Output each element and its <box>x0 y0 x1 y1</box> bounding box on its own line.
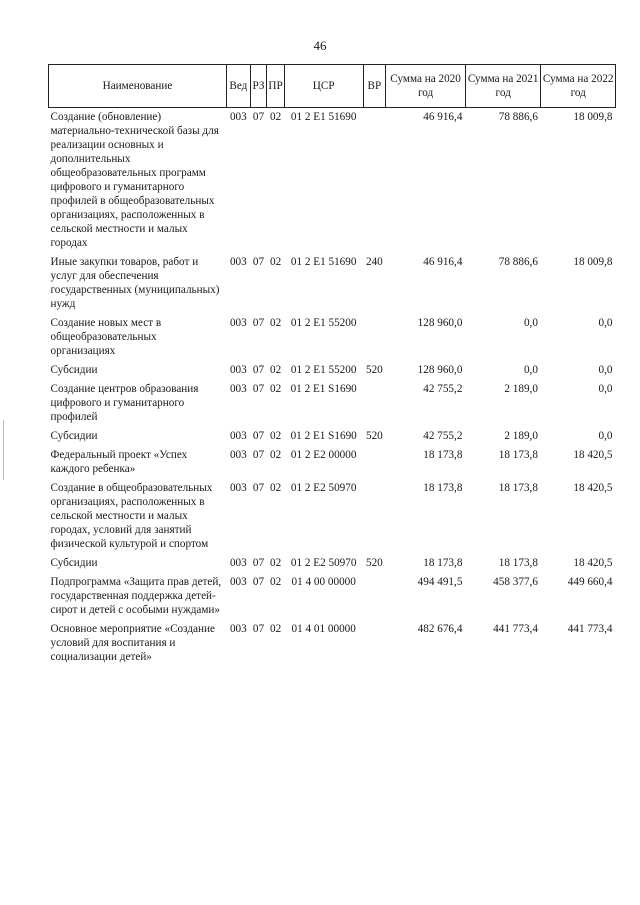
row-sum-2021: 18 173,8 <box>498 449 538 461</box>
table-row <box>49 253 616 314</box>
row-sum-2022: 18 420,5 <box>573 557 613 569</box>
row-ved: 003 <box>229 256 247 268</box>
row-pr: 02 <box>269 317 282 329</box>
row-sum-2022: 18 009,8 <box>573 111 613 123</box>
row-rz: 07 <box>252 111 265 123</box>
row-sum-2021: 78 886,6 <box>498 256 538 268</box>
row-csr: 01 4 00 00000 <box>291 576 356 588</box>
row-sum-2021: 78 886,6 <box>498 111 538 123</box>
row-rz: 07 <box>252 256 265 268</box>
table-row <box>49 620 616 667</box>
row-vr <box>363 108 386 254</box>
col-header-pr: ПР <box>267 65 285 108</box>
row-rz: 07 <box>252 317 265 329</box>
row-csr: 01 2 E1 55200 <box>290 364 357 376</box>
row-ved: 003 <box>229 482 247 494</box>
table-row <box>49 554 616 573</box>
row-vr <box>363 380 386 427</box>
row-ved: 003 <box>229 557 247 569</box>
row-rz: 07 <box>252 576 265 588</box>
table-row <box>49 573 616 620</box>
row-pr: 02 <box>269 111 282 123</box>
row-name: Субсидии <box>50 364 98 376</box>
row-sum-2021: 2 189,0 <box>504 430 538 442</box>
col-header-rz: РЗ <box>250 65 267 108</box>
row-sum-2021: 2 189,0 <box>504 383 538 395</box>
row-pr: 02 <box>269 383 282 395</box>
row-ved: 003 <box>229 576 247 588</box>
row-rz: 07 <box>252 430 265 442</box>
row-csr: 01 2 E1 51690 <box>290 111 357 123</box>
row-csr: 01 2 E2 00000 <box>290 449 357 461</box>
col-header-ved: Вед <box>226 65 250 108</box>
row-name: Подпрограмма «Защита прав детей, государственная поддержка детей-сирот и детей с особыми нуждами» <box>50 576 222 616</box>
row-pr: 02 <box>269 576 282 588</box>
row-pr: 02 <box>269 449 282 461</box>
row-sum-2020: 42 755,2 <box>423 430 463 442</box>
row-name: Создание новых мест в общеобразовательных организациях <box>50 317 162 357</box>
row-rz: 07 <box>252 364 265 376</box>
row-sum-2020: 18 173,8 <box>423 557 463 569</box>
row-name: Субсидии <box>50 557 98 569</box>
scan-edge-mark <box>3 420 4 480</box>
table-row <box>49 380 616 427</box>
row-name: Создание (обновление) материально-технической базы для реализации основных и дополнительных общеобразовательных программ цифрового и гуманитарного профилей в общеобразовательных организациях, расположенных в сельской местности и малых городах <box>50 111 219 249</box>
row-name: Создание центров образования цифрового и гуманитарного профилей <box>50 383 199 423</box>
row-vr <box>363 573 386 620</box>
row-sum-2020: 482 676,4 <box>417 623 463 635</box>
row-vr <box>363 446 386 479</box>
row-vr: 240 <box>365 256 383 268</box>
row-sum-2021: 18 173,8 <box>498 482 538 494</box>
row-rz: 07 <box>252 482 265 494</box>
row-csr: 01 2 E2 50970 <box>290 557 357 569</box>
row-pr: 02 <box>269 557 282 569</box>
row-sum-2022: 0,0 <box>598 317 613 329</box>
row-pr: 02 <box>269 623 282 635</box>
row-sum-2020: 18 173,8 <box>423 449 463 461</box>
row-sum-2020: 128 960,0 <box>417 364 463 376</box>
row-sum-2021: 441 773,4 <box>493 623 538 635</box>
table-row <box>49 479 616 554</box>
row-vr <box>363 479 386 554</box>
row-ved: 003 <box>229 430 247 442</box>
row-name: Субсидии <box>50 430 98 442</box>
row-ved: 003 <box>229 317 247 329</box>
row-csr: 01 2 E1 51690 <box>290 256 357 268</box>
row-sum-2020: 42 755,2 <box>423 383 463 395</box>
row-sum-2022: 0,0 <box>598 364 613 376</box>
page-number: 46 <box>313 38 327 53</box>
table-header-row <box>49 65 616 108</box>
row-pr: 02 <box>269 482 282 494</box>
table-row <box>49 361 616 380</box>
row-vr: 520 <box>365 364 383 376</box>
row-sum-2021: 0,0 <box>523 317 538 329</box>
row-csr: 01 2 E2 50970 <box>290 482 357 494</box>
row-sum-2021: 0,0 <box>523 364 538 376</box>
row-sum-2022: 18 420,5 <box>573 449 613 461</box>
row-csr: 01 4 01 00000 <box>291 623 356 635</box>
col-header-sum-2020: Сумма на 2020 год <box>386 65 466 108</box>
row-name: Федеральный проект «Успех каждого ребенка» <box>50 449 188 475</box>
row-sum-2022: 0,0 <box>598 430 613 442</box>
col-header-name: Наименование <box>49 65 227 108</box>
row-name: Основное мероприятие «Создание условий для воспитания и социализации детей» <box>50 623 215 663</box>
row-vr <box>363 620 386 667</box>
row-sum-2020: 128 960,0 <box>417 317 463 329</box>
row-sum-2020: 46 916,4 <box>423 256 463 268</box>
table-row <box>49 314 616 361</box>
row-sum-2022: 18 420,5 <box>573 482 613 494</box>
table-row <box>49 108 616 254</box>
row-rz: 07 <box>252 383 265 395</box>
col-header-sum-2022: Сумма на 2022 год <box>541 65 616 108</box>
row-ved: 003 <box>229 449 247 461</box>
row-vr: 520 <box>365 557 383 569</box>
col-header-vr: ВР <box>363 65 386 108</box>
row-rz: 07 <box>252 557 265 569</box>
row-sum-2020: 494 491,5 <box>417 576 463 588</box>
row-sum-2022: 0,0 <box>598 383 613 395</box>
table-row <box>49 446 616 479</box>
row-rz: 07 <box>252 623 265 635</box>
col-header-csr: ЦСР <box>284 65 363 108</box>
row-sum-2022: 18 009,8 <box>573 256 613 268</box>
row-pr: 02 <box>269 256 282 268</box>
row-vr: 520 <box>365 430 383 442</box>
row-sum-2022: 441 773,4 <box>567 623 613 635</box>
row-ved: 003 <box>229 383 247 395</box>
row-name: Создание в общеобразовательных организациях, расположенных в сельской местности и малых городах, условий для занятий физической культурой и спортом <box>50 482 213 550</box>
row-vr <box>363 314 386 361</box>
row-ved: 003 <box>229 111 247 123</box>
budget-table <box>48 64 616 667</box>
row-csr: 01 2 E1 S1690 <box>290 383 357 395</box>
row-rz: 07 <box>252 449 265 461</box>
row-sum-2020: 46 916,4 <box>423 111 463 123</box>
row-name: Иные закупки товаров, работ и услуг для обеспечения государственных (муниципальных) нужд <box>50 256 220 310</box>
row-pr: 02 <box>269 430 282 442</box>
row-ved: 003 <box>229 364 247 376</box>
row-csr: 01 2 E1 S1690 <box>290 430 357 442</box>
table-row <box>49 427 616 446</box>
row-sum-2022: 449 660,4 <box>567 576 613 588</box>
row-sum-2020: 18 173,8 <box>423 482 463 494</box>
row-sum-2021: 18 173,8 <box>498 557 538 569</box>
row-sum-2021: 458 377,6 <box>493 576 538 588</box>
row-csr: 01 2 E1 55200 <box>290 317 357 329</box>
col-header-sum-2021: Сумма на 2021 год <box>465 65 541 108</box>
row-ved: 003 <box>229 623 247 635</box>
row-pr: 02 <box>269 364 282 376</box>
